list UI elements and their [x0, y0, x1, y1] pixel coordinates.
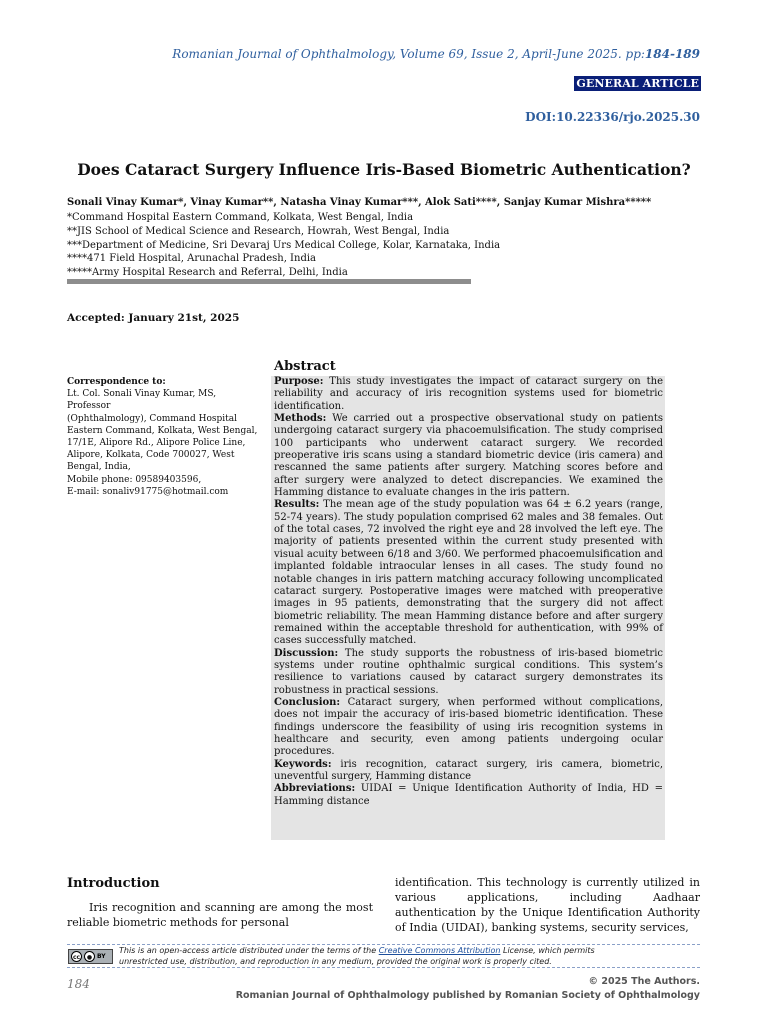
license-text — [119, 946, 595, 967]
abstract-abbreviations — [274, 783, 663, 808]
cc-circle-icon: cc — [71, 951, 82, 962]
correspondence-line: Eastern Command, Kolkata, West Bengal, — [67, 425, 258, 436]
abstract-text: The mean age of the study population was 64 ± 6.2 years (range, 52-74 years). The study population comprised 62 males and 38 females. Out of the total cases, 72 involved the right eye and 28 involved the left eye. The majority of patients presented within the current study presented with visual acuity between 6/18 and 3/60. We performed phacoemulsification and implanted foldable intraocular lenses in all cases. The study found no notable changes in iris pattern matching accuracy following uncomplicated cataract surgery. Postoperative images were matched with preoperative images in 95 patients, demonstrating that the surgery did not affect biometric reliability. The mean Hamming distance before and after surgery remained within the acceptable threshold for authentication, with 99% of cases successfully matched. — [274, 499, 663, 647]
abstract-methods — [274, 413, 663, 499]
abstract-text: Cataract surgery, when performed without complications, does not impair the accuracy of iris-based biometric identification. These findings underscore the feasibility of using iris recognition systems in healthcare and security, even among patients undergoing ocular procedures. — [274, 696, 663, 758]
abstract-box — [271, 376, 665, 840]
affiliation-list — [67, 211, 500, 280]
correspondence-line: (Ophthalmology), Command Hospital — [67, 413, 237, 424]
abstract-text: The study supports the robustness of iris-based biometric systems under routine ophthalmic surgical conditions. This system’s resilience to variations caused by cataract surgery demonstrates its robustness in practical sessions. — [274, 647, 663, 696]
creative-commons-icon — [68, 949, 113, 964]
page-number: 184 — [67, 977, 90, 991]
affiliation-item: *****Army Hospital Research and Referral, Delhi, India — [67, 267, 348, 279]
correspondence-line: Lt. Col. Sonali Vinay Kumar, MS, Professor — [67, 389, 217, 412]
abstract-discussion — [274, 648, 663, 697]
attribution-person-icon: ● — [84, 951, 95, 962]
article-title: Does Cataract Surgery Influence Iris-Based Biometric Authentication? — [77, 160, 691, 179]
abstract-purpose — [274, 376, 663, 413]
affiliation-item: *Command Hospital Eastern Command, Kolkata, West Bengal, India — [67, 212, 414, 223]
correspondence-line: Bengal, India, — [67, 462, 131, 473]
doi-link[interactable]: DOI:10.22336/rjo.2025.30 — [525, 110, 700, 124]
abstract-label: Conclusion: — [274, 696, 341, 708]
license-banner — [67, 944, 700, 968]
correspondence-heading: Correspondence to: — [67, 377, 166, 387]
abstract-heading: Abstract — [274, 359, 336, 374]
journal-name: Romanian Journal of Ophthalmology, — [172, 47, 397, 61]
abstract-label: Results: — [274, 499, 320, 511]
publisher-line: Romanian Journal of Ophthalmology published by Romanian Society of Ophthalmology — [235, 990, 700, 1001]
title-divider — [67, 279, 471, 284]
abstract-label: Abbreviations: — [274, 783, 356, 795]
introduction-heading: Introduction — [67, 876, 160, 891]
license-text-segment: License, which permits — [500, 946, 595, 955]
license-line-2: unrestricted use, distribution, and reproduction in any medium, provided the original work is properly cited. — [119, 956, 552, 966]
article-type-badge: GENERAL ARTICLE — [576, 77, 699, 90]
affiliation-item: ***Department of Medicine, Sri Devaraj Urs Medical College, Kolar, Karnataka, India — [67, 239, 501, 251]
correspondence-block — [67, 376, 262, 498]
abstract-label: Purpose: — [274, 376, 324, 387]
abstract-results — [274, 499, 663, 647]
correspondence-line: 17/1E, Alipore Rd., Alipore Police Line, — [67, 438, 246, 449]
author-list: Sonali Vinay Kumar*, Vinay Kumar**, Natasha Vinay Kumar***, Alok Sati****, Sanjay Kumar Mishra***** — [67, 197, 652, 208]
license-link[interactable]: Creative Commons Attribution — [378, 946, 501, 955]
cc-by-label: BY — [97, 953, 106, 960]
license-line-1 — [119, 946, 595, 957]
abstract-text: This study investigates the impact of cataract surgery on the reliability and accuracy of iris recognition systems used for biometric identification. — [274, 376, 663, 412]
journal-issue: Volume 69, Issue 2, April-June 2025. pp: — [396, 47, 645, 61]
license-text-segment: This is an open-access article distributed under the terms of the — [119, 946, 379, 955]
copyright: © 2025 The Authors. — [588, 976, 700, 987]
abstract-conclusion — [274, 697, 663, 759]
abstract-label: Methods: — [274, 413, 327, 425]
journal-pages: 184-189 — [644, 47, 700, 61]
correspondence-email[interactable]: E-mail: sonaliv91775@hotmail.com — [67, 486, 229, 497]
correspondence-line: Mobile phone: 09589403596, — [67, 474, 202, 485]
abstract-text: iris recognition, cataract surgery, iris camera, biometric, uneventful surgery, Hamming distance — [274, 758, 663, 782]
abstract-label: Discussion: — [274, 647, 339, 659]
abstract-label: Keywords: — [274, 758, 332, 770]
accepted-date: Accepted: January 21st, 2025 — [67, 312, 240, 324]
affiliation-item: **JIS School of Medical Science and Research, Howrah, West Bengal, India — [67, 225, 450, 237]
abstract-text: We carried out a prospective observational study on patients undergoing cataract surgery via phacoemulsification. The study comprised 100 participants who underwent cataract surgery. We recorded preoperative iris scans using a standard biometric device (iris camera) and rescanned the same patients after surgery. Matching scores before and after surgery were analyzed to detect discrepancies. We examined the Hamming distance to evaluate changes in the iris pattern. — [274, 413, 663, 499]
introduction-column-left: Iris recognition and scanning are among the most reliable biometric methods for personal — [67, 901, 373, 929]
abstract-keywords — [274, 759, 663, 784]
journal-citation — [172, 47, 700, 61]
abstract-text: UIDAI = Unique Identification Authority of India, HD = Hamming distance — [274, 783, 663, 807]
affiliation-item: ****471 Field Hospital, Arunachal Pradesh, India — [67, 253, 317, 265]
correspondence-line: Alipore, Kolkata, Code 700027, West — [67, 450, 235, 461]
introduction-column-right: identification. This technology is currently utilized in various applications, including Aadhaar authentication by the Unique Identification Authority of India (UIDAI), banking systems, security services, — [395, 876, 700, 934]
